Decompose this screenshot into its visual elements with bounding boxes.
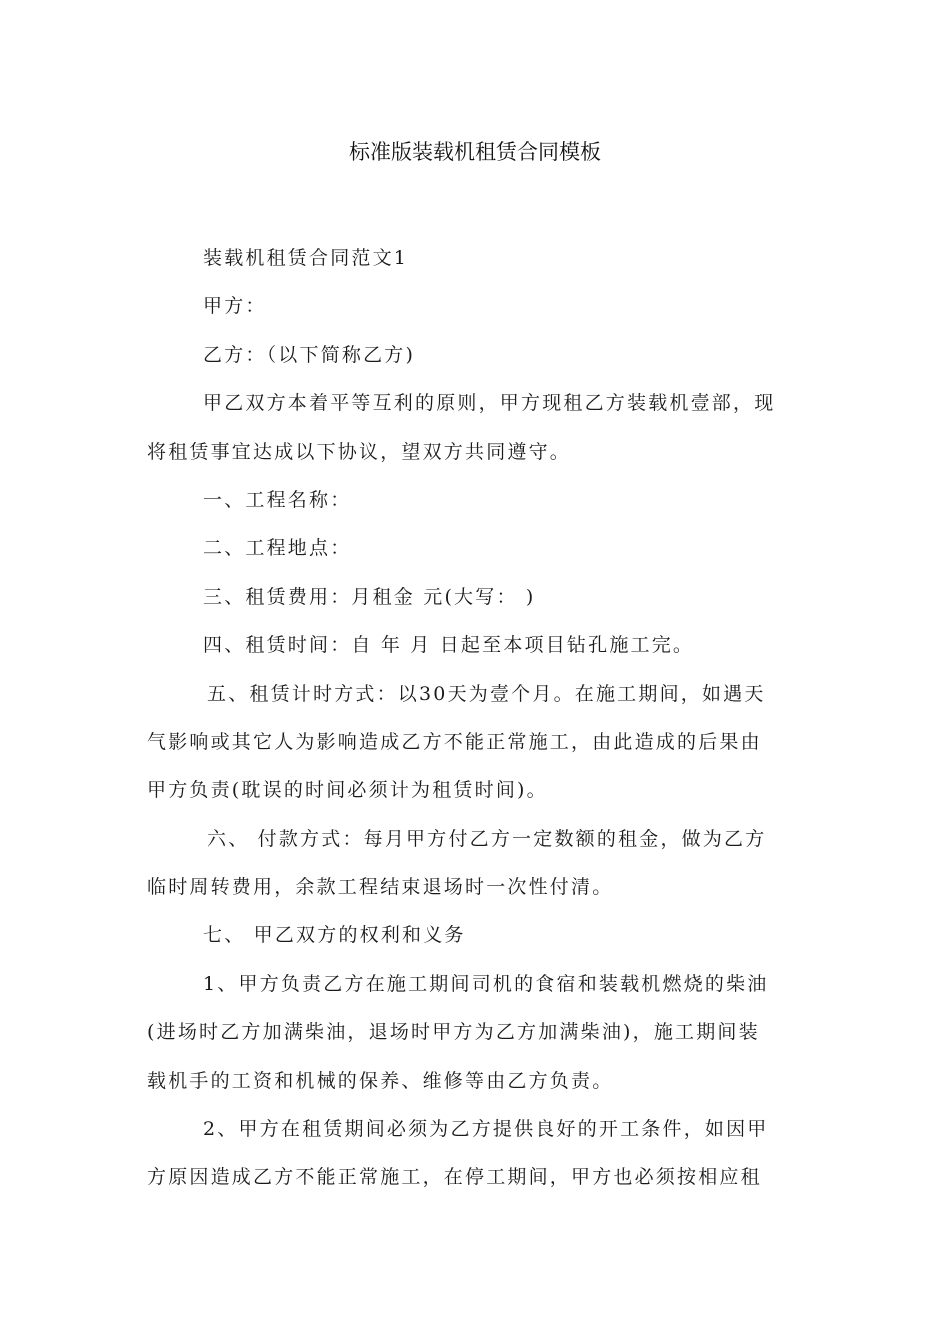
paragraph-line: 气影响或其它人为影响造成乙方不能正常施工，由此造成的后果由 <box>147 730 762 753</box>
clause-line: 六、 付款方式：每月甲方付乙方一定数额的租金，做为乙方 <box>207 827 767 850</box>
paragraph-line: 临时周转费用，余款工程结束退场时一次性付清。 <box>147 876 614 899</box>
clause-line: 五、租赁计时方式：以30天为壹个月。在施工期间，如遇天 <box>207 682 766 705</box>
clause-line: 二、工程地点： <box>203 537 352 560</box>
section-heading: 装载机租赁合同范文1 <box>203 247 409 269</box>
clause-line: 三、租赁费用：月租金 元(大写： ) <box>203 585 536 608</box>
document-title: 标准版装载机租赁合同模板 <box>349 140 601 164</box>
clause-line: 七、 甲乙双方的权利和义务 <box>203 924 466 947</box>
clause-line: 四、租赁时间：自 年 月 日起至本项目钻孔施工完。 <box>203 634 695 657</box>
document-body <box>147 234 807 1202</box>
paragraph-line: 甲方负责(耽误的时间必须计为租赁时间)。 <box>147 779 548 802</box>
paragraph-line: 方原因造成乙方不能正常施工，在停工期间，甲方也必须按相应租 <box>147 1166 762 1189</box>
party-a-line: 甲方： <box>203 295 267 318</box>
clause-line: 1、甲方负责乙方在施工期间司机的食宿和装载机燃烧的柴油 <box>203 972 769 995</box>
paragraph-line: 将租赁事宜达成以下协议，望双方共同遵守。 <box>147 440 572 463</box>
paragraph-line: 甲乙双方本着平等互利的原则，甲方现租乙方装载机壹部，现 <box>203 392 776 415</box>
paragraph-line: (进场时乙方加满柴油，退场时甲方为乙方加满柴油)，施工期间装 <box>147 1021 760 1044</box>
paragraph-line: 载机手的工资和机械的保养、维修等由乙方负责。 <box>147 1069 614 1092</box>
party-b-line: 乙方：（以下简称乙方) <box>203 343 416 366</box>
clause-line: 2、甲方在租赁期间必须为乙方提供良好的开工条件，如因甲 <box>203 1118 769 1141</box>
clause-line: 一、工程名称： <box>203 488 352 511</box>
